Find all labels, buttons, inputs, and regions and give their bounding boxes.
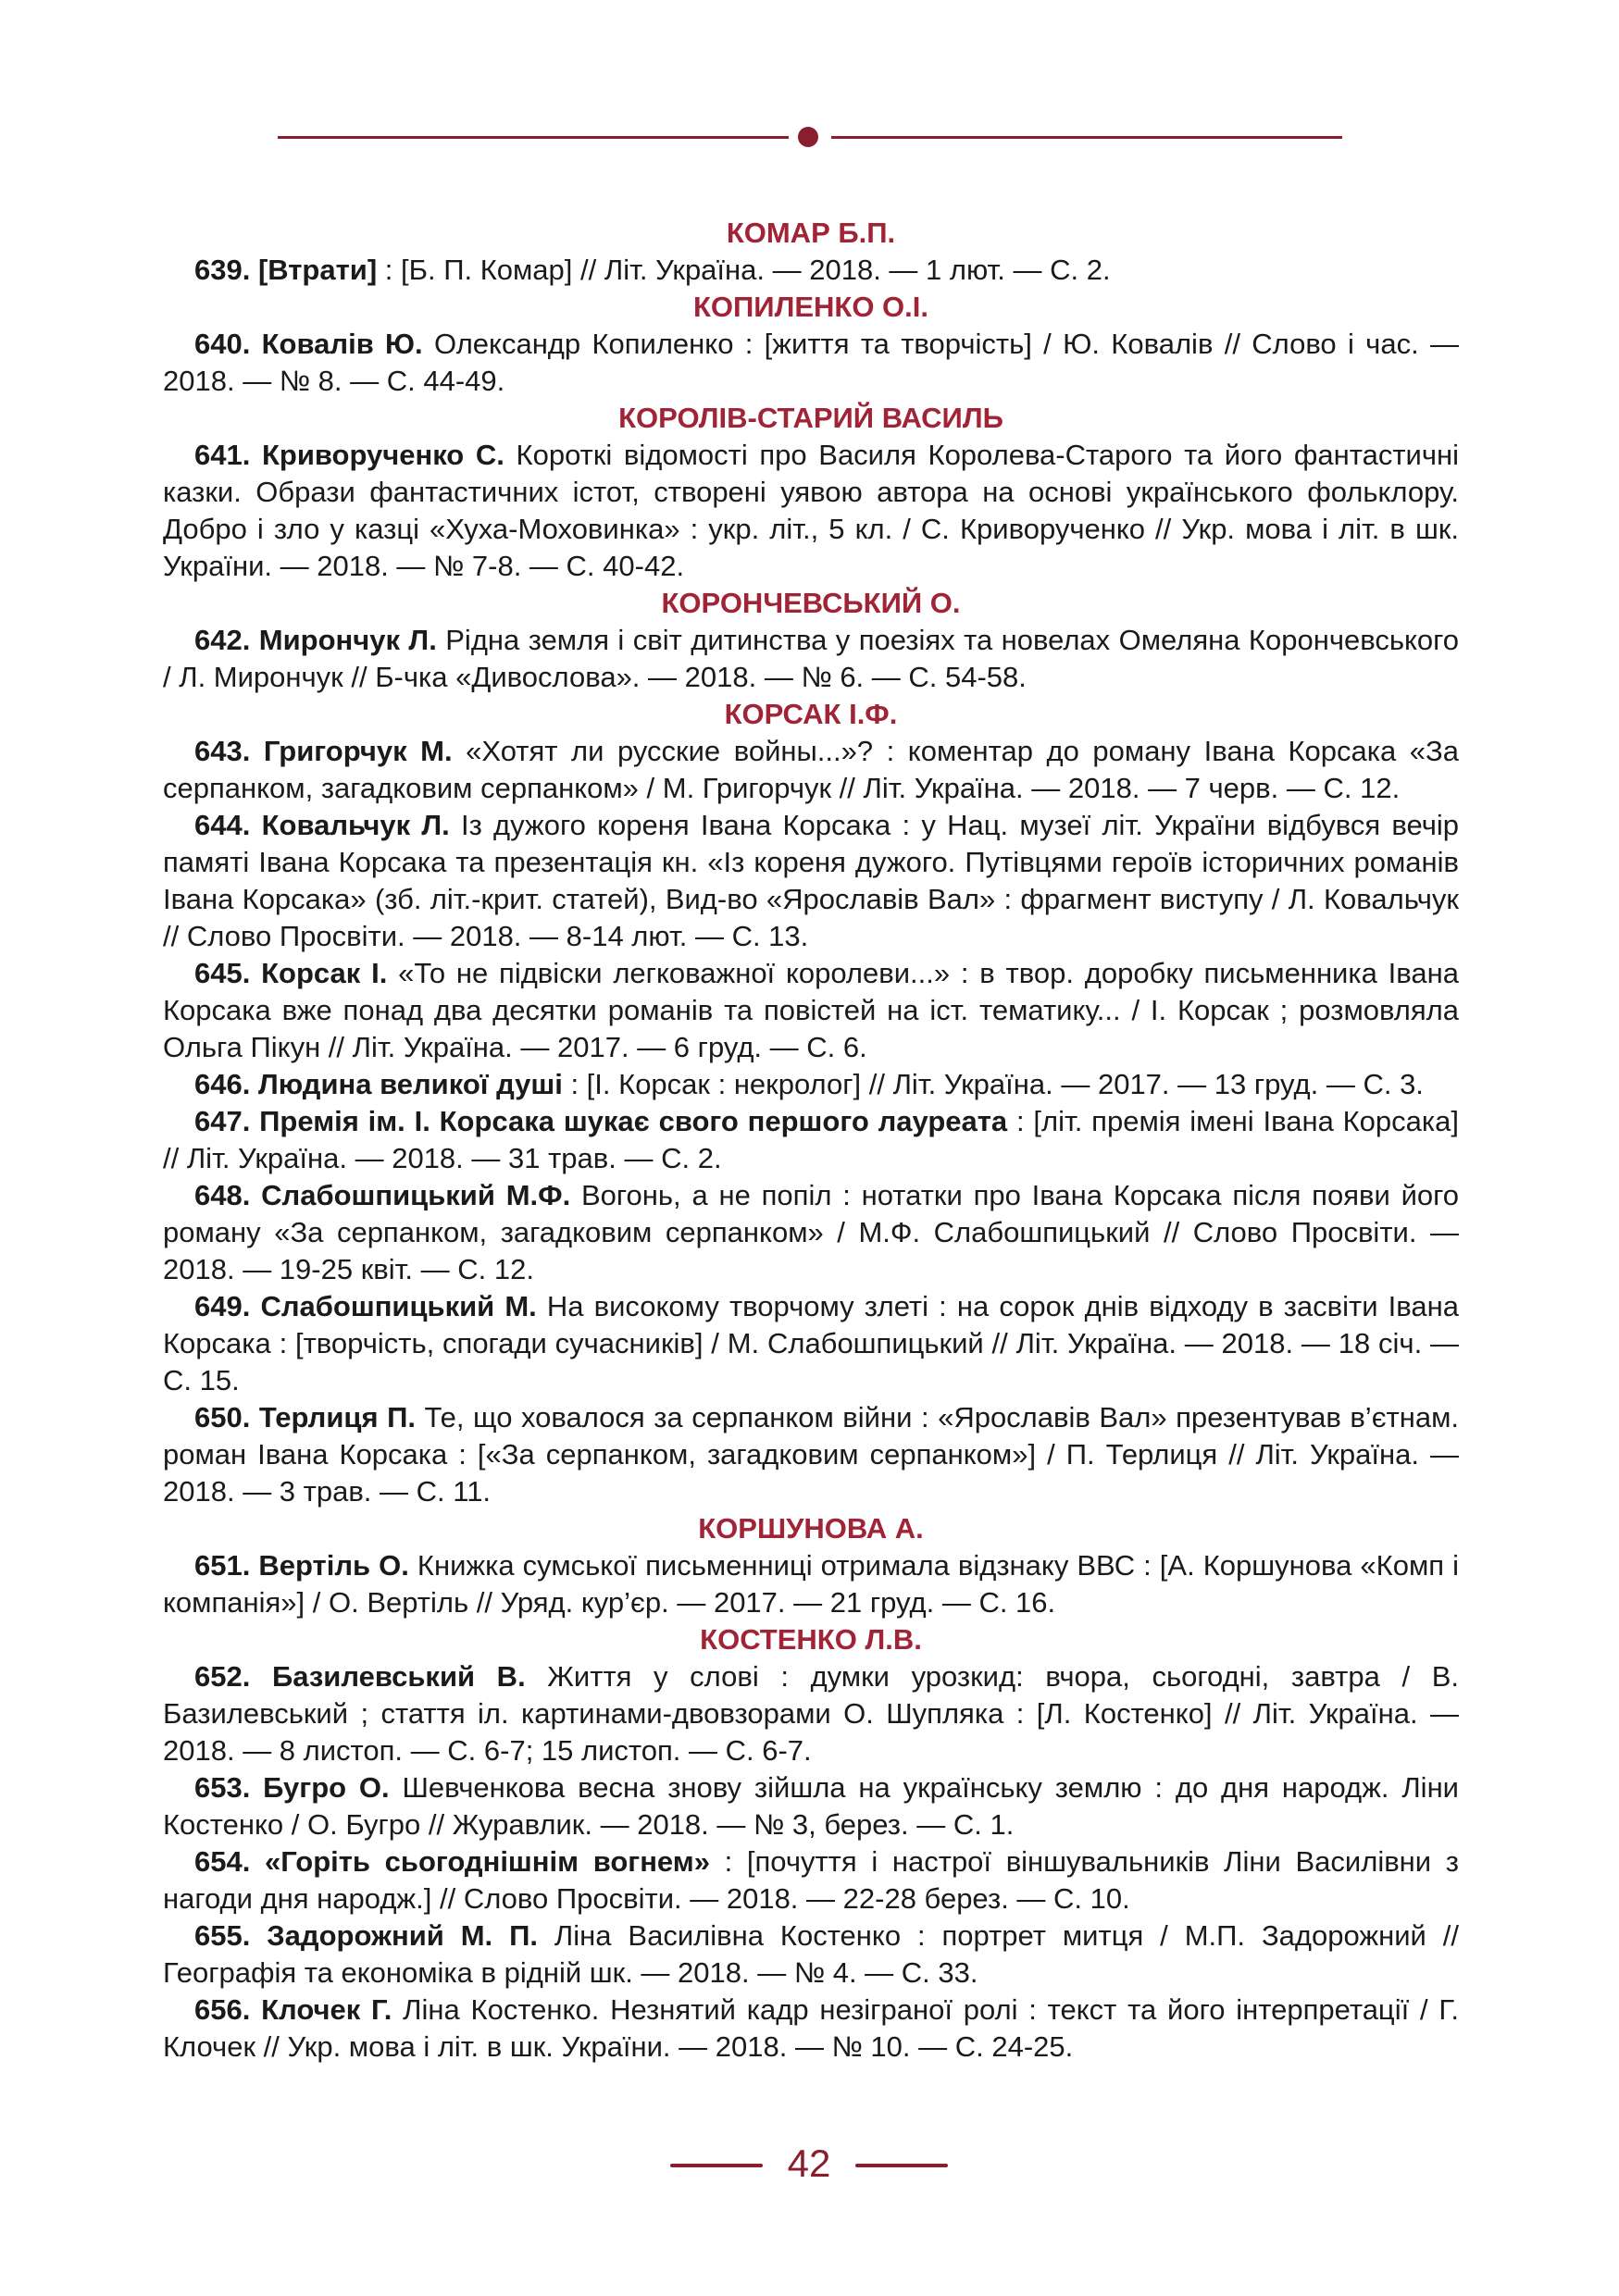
top-ornament [278,123,1342,151]
bibliography-entry [163,1177,1459,1288]
bibliography-entry [163,1658,1459,1769]
bibliography-entry [163,1843,1459,1917]
entry-description: Вогонь, а не попіл : нотатки про Івана Корсака після появи його роману «За серпанком, загадковим серпанком» / М.Ф. Слабошпицький // Слово Просвіти. — 2018. — 19-25 квіт. — С. 12. [163,1179,1459,1285]
entry-description: «То не підвіски легковажної королеви...» : в твор. доробку письменника Івана Корсака вже понад два десятки романів та повістей на іст. тематику... / І. Корсак ; розмовляла Ольга Пікун // Літ. Україна. — 2017. — 6 груд. — С. 6. [163,957,1459,1063]
entry-author: 651. Вертіль О. [194,1549,409,1582]
entry-author: 649. Слабошпицький М. [194,1290,537,1322]
bibliography-entry [163,326,1459,400]
entry-author: 656. Клочек Г. [194,1993,392,2026]
entry-description: Життя у слові : думки урозкид: вчора, сьогодні, завтра / В. Базилевський ; стаття іл. картинами-двовзорами О. Шупляка : [Л. Костенко] // Літ. Україна. — 2018. — 8 листоп. — С. 6-7; 15 листоп. — С. 6-7. [163,1660,1459,1767]
section-heading: КОПИЛЕНКО О.І. [692,291,928,323]
entry-author: 639. [Втрати] [194,254,378,286]
bibliography-entry [163,1769,1459,1843]
footer-line-right [855,2164,948,2167]
entry-description: : [почуття і настрої віншувальників Ліни Василівни з нагоди дня народж.] // Слово Просвіти. — 2018. — 22-28 берез. — С. 10. [163,1845,1459,1915]
bibliography-entry [163,622,1459,696]
entry-description: : [літ. премія імені Івана Корсака] // Літ. Україна. — 2018. — 31 трав. — С. 2. [163,1105,1459,1174]
entry-description: Короткі відомості про Василя Королева-Старого та його фантастичні казки. Образи фантастичних істот, створені уявою автора на основі українського фольклору. Добро і зло у казці «Хуха-Моховинка» : укр. літ., 5 кл. / С. Криворученко // Укр. мова і літ. в шк. України. — 2018. — № 7-8. — С. 40-42. [163,439,1459,582]
bibliography-entry [163,955,1459,1066]
entry-description: Рідна земля і світ дитинства у поезіях та новелах Омеляна Корончевського / Л. Мирончук // Б-чка «Дивослова». — 2018. — № 6. — С. 54-58. [163,624,1459,693]
entry-author: 643. Григорчук М. [194,735,453,767]
entry-description: : [І. Корсак : некролог] // Літ. Україна. — 2017. — 13 груд. — С. 3. [562,1068,1424,1100]
entry-author: 642. Мирончук Л. [194,624,437,656]
section-heading: КОСТЕНКО Л.В. [700,1623,922,1656]
section-heading: КОРШУНОВА А. [698,1512,924,1545]
entry-author: 645. Корсак І. [194,957,388,989]
bibliography-content [163,215,1459,2066]
entry-author: 640. Ковалів Ю. [194,328,423,360]
entry-description: Із дужого кореня Івана Корсака : у Нац. музеї літ. України відбувся вечір памяті Івана Корсака та презентація кн. «Із кореня дужого. Путівцями героїв історичних романів Івана Корсака» (зб. літ.-крит. статей), Вид-во «Ярославів Вал» : фрагмент виступу / Л. Ковальчук // Слово Просвіти. — 2018. — 8-14 лют. — С. 13. [163,809,1460,952]
ornament-dot [798,127,818,147]
bibliography-entry [163,1917,1459,1992]
entry-author: 647. Премія ім. І. Корсака шукає свого першого лауреата [194,1105,1008,1137]
entry-description: Ліна Костенко. Незнятий кадр незіграної ролі : текст та його інтерпретації / Г. Клочек // Укр. мова і літ. в шк. України. — 2018. — № 10. — С. 24-25. [163,1993,1459,2063]
entry-description: «Хотят ли русские войны...»? : коментар до роману Івана Корсака «За серпанком, загадковим серпанком» / М. Григорчук // Літ. Україна. — 2018. — 7 черв. — С. 12. [163,735,1460,804]
section-heading: КОРОНЧЕВСЬКИЙ О. [661,587,961,619]
bibliography-entry [163,1399,1459,1510]
entry-description: Книжка сумської письменниці отримала відзнаку ВВС : [А. Коршунова «Комп і компанія»] / О. Вертіль // Уряд. кур’єр. — 2017. — 21 груд. — С. 16. [163,1549,1459,1619]
entry-author: 641. Криворученко С. [194,439,504,471]
page-footer [670,2140,948,2188]
bibliography-entry [163,1288,1459,1399]
bibliography-entry [163,1992,1459,2066]
entry-author: 646. Людина великої душі [194,1068,563,1100]
entry-author: 648. Слабошпицький М.Ф. [194,1179,571,1211]
section-heading: КОРСАК І.Ф. [724,698,898,730]
entry-description: Те, що ховалося за серпанком війни : «Ярославів Вал» презентував в’єтнам. роман Івана Корсака : [«За серпанком, загадковим серпанком»] / П. Терлиця // Літ. Україна. — 2018. — 3 трав. — С. 11. [163,1401,1459,1508]
entry-author: 654. «Горіть сьогоднішнім вогнем» [194,1845,710,1878]
entry-author: 653. Бугро О. [194,1771,390,1804]
bibliography-entry [163,1066,1459,1103]
page-number: 42 [787,2141,831,2185]
ornament-line-right [831,136,1342,139]
entry-description: : [Б. П. Комар] // Літ. Україна. — 2018. — 1 лют. — С. 2. [377,254,1111,286]
entry-description: Ліна Василівна Костенко : портрет митця / М.П. Задорожний // Географія та економіка в рідній шк. — 2018. — № 4. — С. 33. [163,1919,1460,1989]
ornament-line-left [278,136,789,139]
footer-line-left [670,2164,763,2167]
entry-author: 650. Терлиця П. [194,1401,416,1433]
entry-description: Шевченкова весна знову зійшла на українську землю : до дня народж. Ліни Костенко / О. Бугро // Журавлик. — 2018. — № 3, берез. — С. 1. [163,1771,1460,1841]
entry-description: Олександр Копиленко : [життя та творчість] / Ю. Ковалів // Слово і час. — 2018. — № 8. — С. 44-49. [163,328,1459,397]
entry-author: 644. Ковальчук Л. [194,809,450,841]
section-heading: КОРОЛІВ-СТАРИЙ ВАСИЛЬ [618,402,1003,434]
entry-author: 652. Базилевський В. [194,1660,526,1693]
entry-author: 655. Задорожний М. П. [194,1919,538,1952]
bibliography-entry [163,733,1459,807]
bibliography-entry [163,807,1459,955]
bibliography-entry [163,1103,1459,1177]
section-heading: КОМАР Б.П. [726,217,896,249]
bibliography-entry [163,252,1459,289]
bibliography-entry [163,437,1459,585]
entry-description: На високому творчому злеті : на сорок днів відходу в засвіти Івана Корсака : [творчість, спогади сучасників] / М. Слабошпицький // Літ. Україна. — 2018. — 18 січ. — С. 15. [163,1290,1459,1396]
bibliography-entry [163,1547,1459,1621]
